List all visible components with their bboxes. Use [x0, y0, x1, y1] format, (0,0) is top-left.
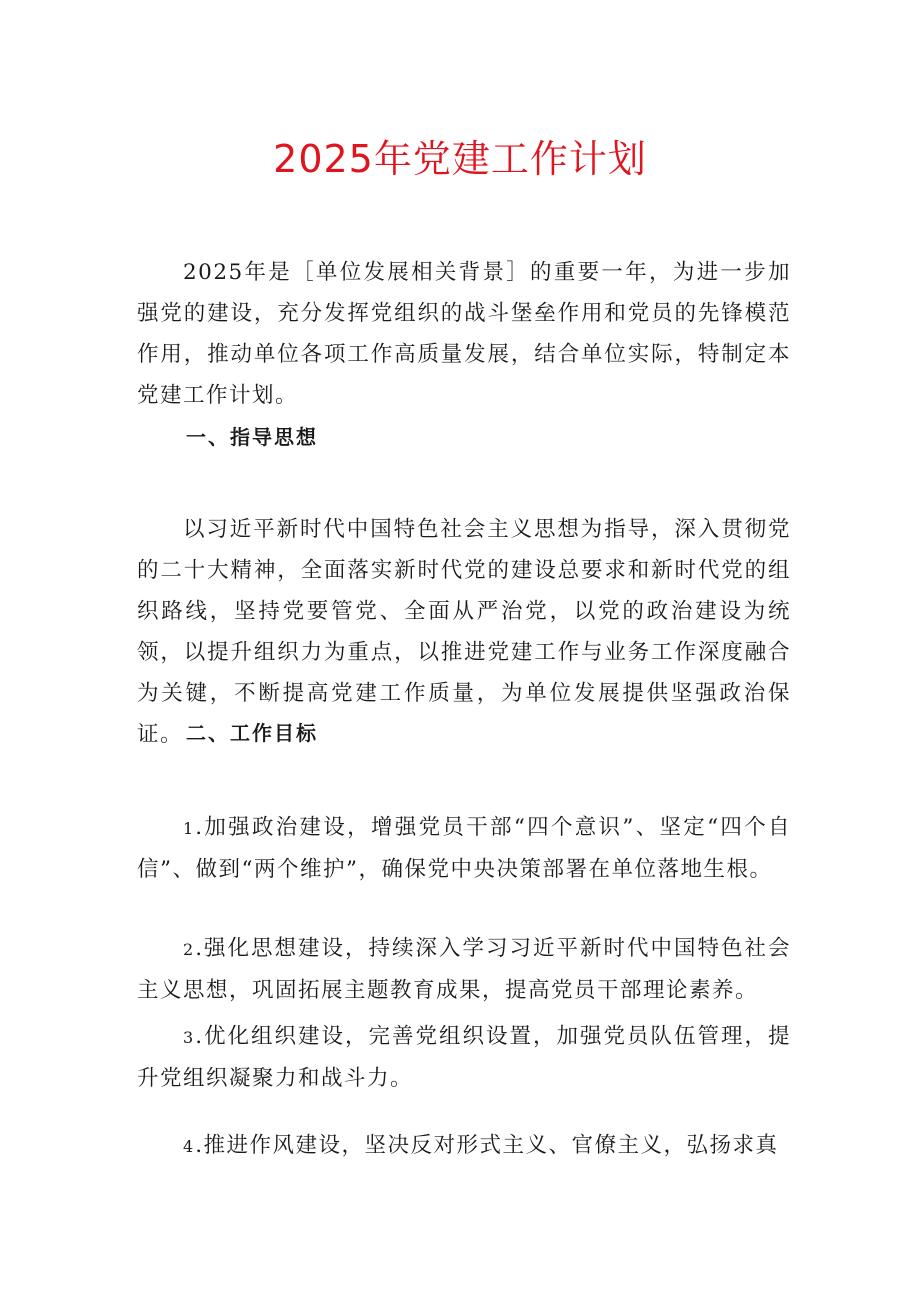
- goal-item-text: .优化组织建设，完善党组织设置，加强党员队伍管理，提升党组织凝聚力和战斗力。: [137, 1024, 791, 1091]
- section-heading-work-goals: 二、工作目标: [186, 721, 318, 745]
- goal-item-text: .加强政治建设，增强党员干部“四个意识”、坚定“四个自信”、做到“两个维护”，确保党中央决策部署在单位落地生根。: [137, 815, 791, 882]
- goal-item-number: 2: [183, 940, 194, 959]
- goal-item-number: 3: [183, 1028, 194, 1047]
- goal-item-3: [137, 1016, 791, 1099]
- intro-paragraph: 2025年是［单位发展相关背景］的重要一年，为进一步加强党的建设，充分发挥党组织的战斗堡垒作用和党员的先锋模范作用，推动单位各项工作高质量发展，结合单位实际，特制定本党建工作计划。: [137, 260, 791, 408]
- goal-item-number: 4: [183, 1137, 194, 1156]
- goal-item-1: [137, 807, 791, 890]
- goal-item-number: 1: [183, 819, 194, 838]
- goal-item-4: [137, 1125, 791, 1167]
- document-title: 2025年党建工作计划: [273, 137, 647, 181]
- goal-item-text: .推进作风建设，坚决反对形式主义、官僚主义，弘扬求真: [195, 1133, 779, 1158]
- section-heading-guiding-ideology: 一、指导思想: [186, 425, 318, 449]
- guiding-ideology-paragraph: 以习近平新时代中国特色社会主义思想为指导，深入贯彻党的二十大精神，全面落实新时代党的建设总要求和新时代党的组织路线，坚持党要管党、全面从严治党，以党的政治建设为统领，以提升组织力为重点，以推进党建工作与业务工作深度融合为关键，不断提高党建工作质量，为单位发展提供坚强政治保证。: [137, 517, 791, 747]
- goal-item-text: .强化思想建设，持续深入学习习近平新时代中国特色社会主义思想，巩固拓展主题教育成果，提高党员干部理论素养。: [137, 936, 791, 1003]
- goal-item-2: [137, 928, 791, 1011]
